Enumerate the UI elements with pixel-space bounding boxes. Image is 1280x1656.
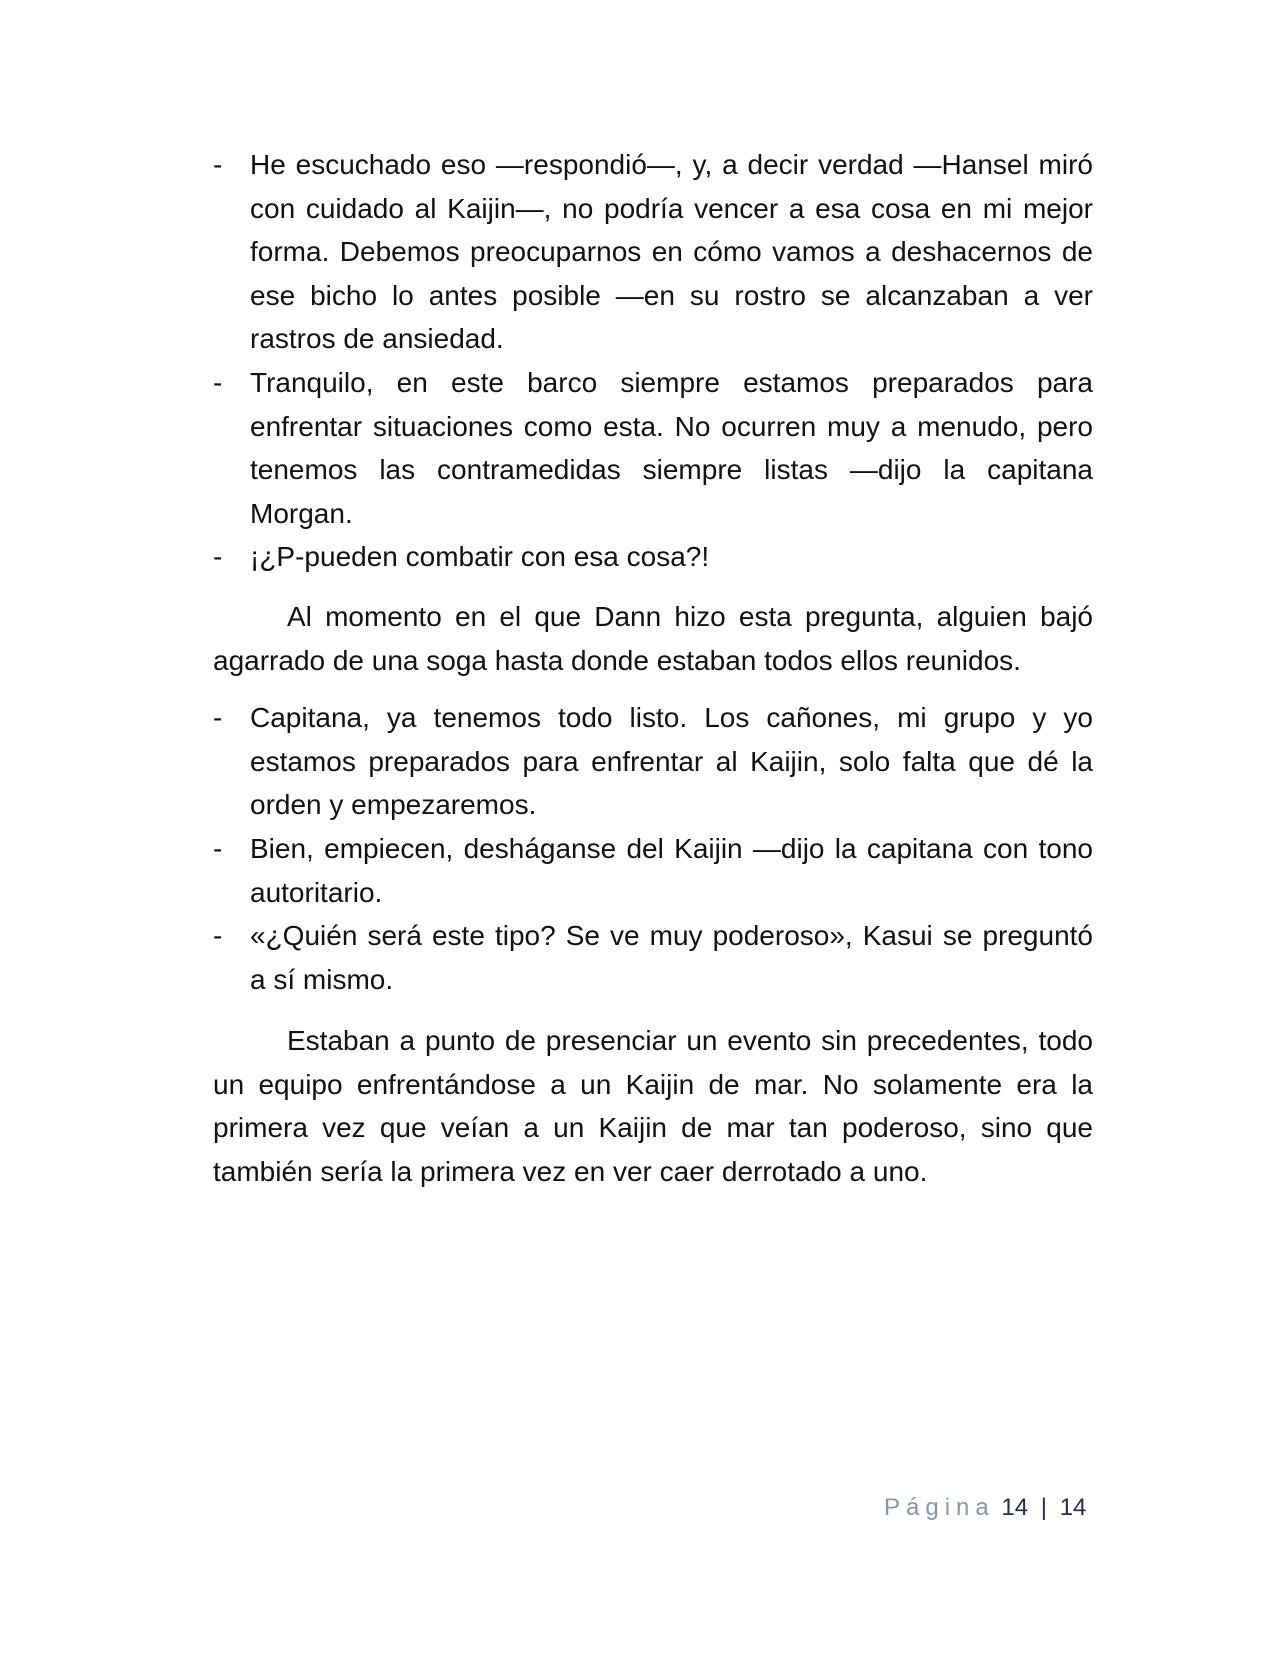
- dialogue-text: He escuchado eso —respondió—, y, a decir verdad —Hansel miró con cuidado al Kaijin—, no podría vencer a esa cosa en mi mejor forma. Debemos preocuparnos en cómo vamos a deshacernos de ese bicho lo antes posible —en su rostro se alcanzaban a ver rastros de ansiedad.: [250, 149, 1093, 355]
- footer-page-total: 14: [1059, 1494, 1087, 1521]
- narration-paragraph-1: Al momento en el que Dann hizo esta pregunta, alguien bajó agarrado de una soga hasta donde estaban todos ellos reunidos.: [213, 600, 1093, 676]
- footer-page-number: 14: [1001, 1494, 1029, 1521]
- page-body: [213, 143, 1093, 1208]
- dialogue-text: ¡¿P-pueden combatir con esa cosa?!: [250, 541, 710, 573]
- dialogue-text: Tranquilo, en este barco siempre estamos preparados para enfrentar situaciones como esta. No ocurren muy a menudo, pero tenemos las contramedidas siempre listas —dijo la capitana Morgan.: [250, 366, 1093, 529]
- footer-page-word: Página: [884, 1494, 995, 1521]
- page-footer: [884, 1493, 1086, 1523]
- dialogue-text: Bien, empiecen, desháganse del Kaijin —dijo la capitana con tono autoritario.: [250, 832, 1093, 908]
- dialogue-text: «¿Quién será este tipo? Se ve muy poderoso», Kasui se preguntó a sí mismo.: [250, 920, 1093, 995]
- dialogue-line: [213, 535, 1093, 579]
- dialogue-dash: -: [213, 832, 223, 864]
- dialogue-block-1: [213, 143, 1093, 579]
- dialogue-block-2: [213, 696, 1093, 1001]
- dialogue-dash: -: [213, 920, 223, 952]
- narration-paragraph-2: Estaban a punto de presenciar un evento sin precedentes, todo un equipo enfrentándose a un Kaijin de mar. No solamente era la primera vez que veían a un Kaijin de mar tan poderoso, sino que también sería la primera vez en ver caer derrotado a uno.: [213, 1025, 1093, 1188]
- footer-separator: |: [1040, 1494, 1048, 1521]
- dialogue-line: [213, 914, 1093, 1001]
- dialogue-line: [213, 696, 1093, 827]
- dialogue-dash: -: [213, 702, 223, 734]
- dialogue-dash: -: [213, 541, 223, 573]
- dialogue-line: [213, 827, 1093, 914]
- dialogue-line: [213, 143, 1093, 361]
- dialogue-line: [213, 361, 1093, 535]
- dialogue-dash: -: [213, 366, 223, 398]
- dialogue-dash: -: [213, 149, 223, 180]
- dialogue-text: Capitana, ya tenemos todo listo. Los cañones, mi grupo y yo estamos preparados para enfrentar al Kaijin, solo falta que dé la orden y empezaremos.: [250, 702, 1093, 821]
